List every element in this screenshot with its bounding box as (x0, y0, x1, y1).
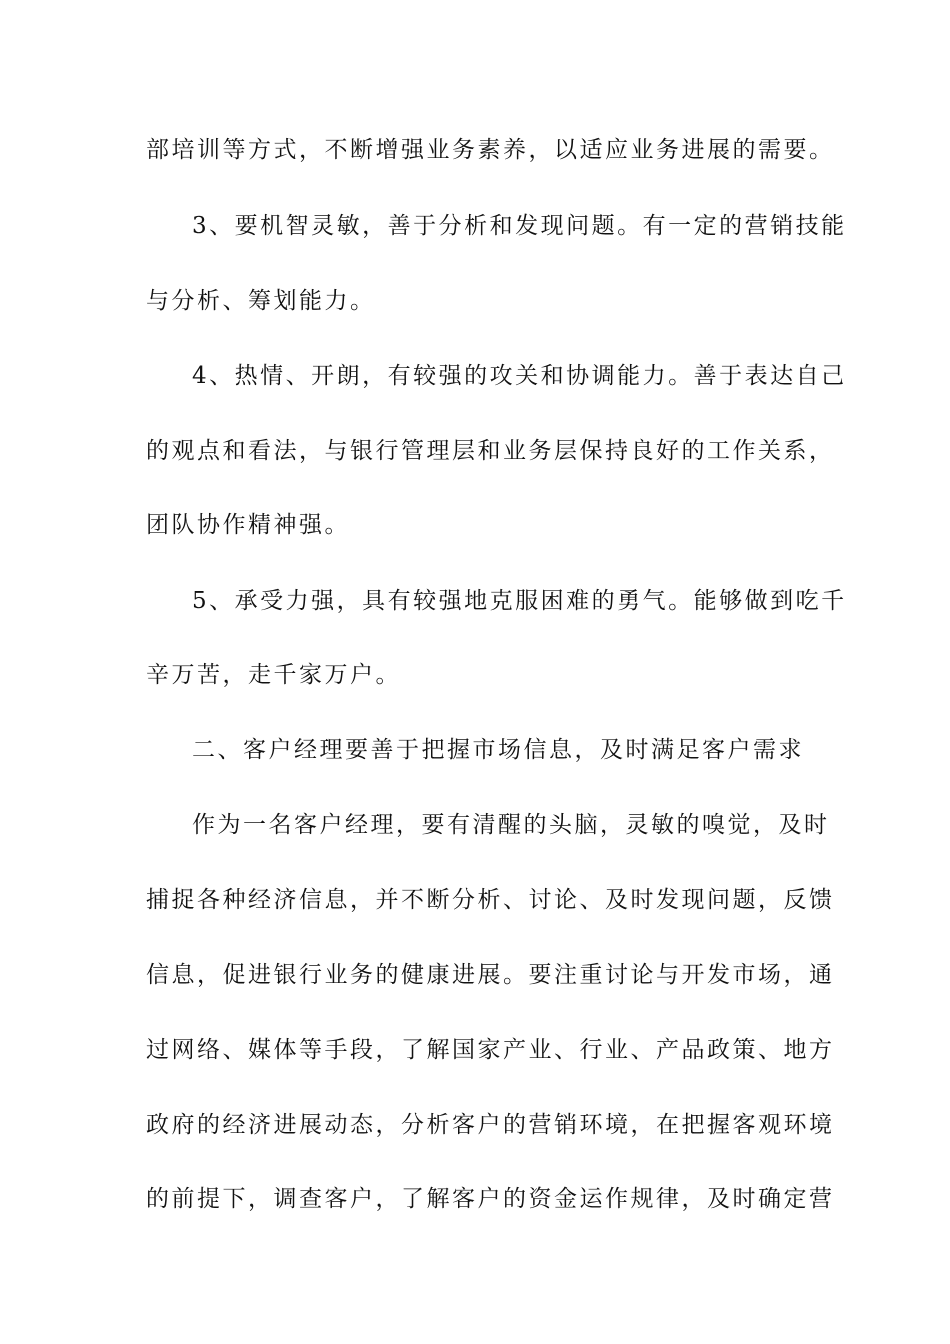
text-line: 部培训等方式，不断增强业务素养，以适应业务进展的需要。 (146, 137, 835, 163)
text-line: 的观点和看法，与银行管理层和业务层保持良好的工作关系， (146, 438, 835, 464)
text-line: 4、热情、开朗，有较强的攻关和协调能力。善于表达自己 (192, 363, 847, 389)
text-line: 3、要机智灵敏，善于分析和发现问题。有一定的营销技能 (192, 213, 847, 239)
text-line: 的前提下，调查客户，了解客户的资金运作规律，及时确定营 (146, 1186, 835, 1212)
text-line: 过网络、媒体等手段，了解国家产业、行业、产品政策、地方 (146, 1037, 835, 1063)
section-heading: 二、客户经理要善于把握市场信息，及时满足客户需求 (192, 737, 804, 763)
text-line: 辛万苦，走千家万户。 (146, 662, 401, 688)
text-line: 政府的经济进展动态，分析客户的营销环境，在把握客观环境 (146, 1112, 835, 1138)
text-line: 与分析、筹划能力。 (146, 288, 376, 314)
text-line: 团队协作精神强。 (146, 512, 350, 538)
text-line: 捕捉各种经济信息，并不断分析、讨论、及时发现问题，反馈 (146, 887, 835, 913)
text-line: 5、承受力强，具有较强地克服困难的勇气。能够做到吃千 (192, 588, 847, 614)
text-line: 作为一名客户经理，要有清醒的头脑，灵敏的嗅觉，及时 (192, 812, 830, 838)
text-line: 信息，促进银行业务的健康进展。要注重讨论与开发市场，通 (146, 962, 835, 988)
